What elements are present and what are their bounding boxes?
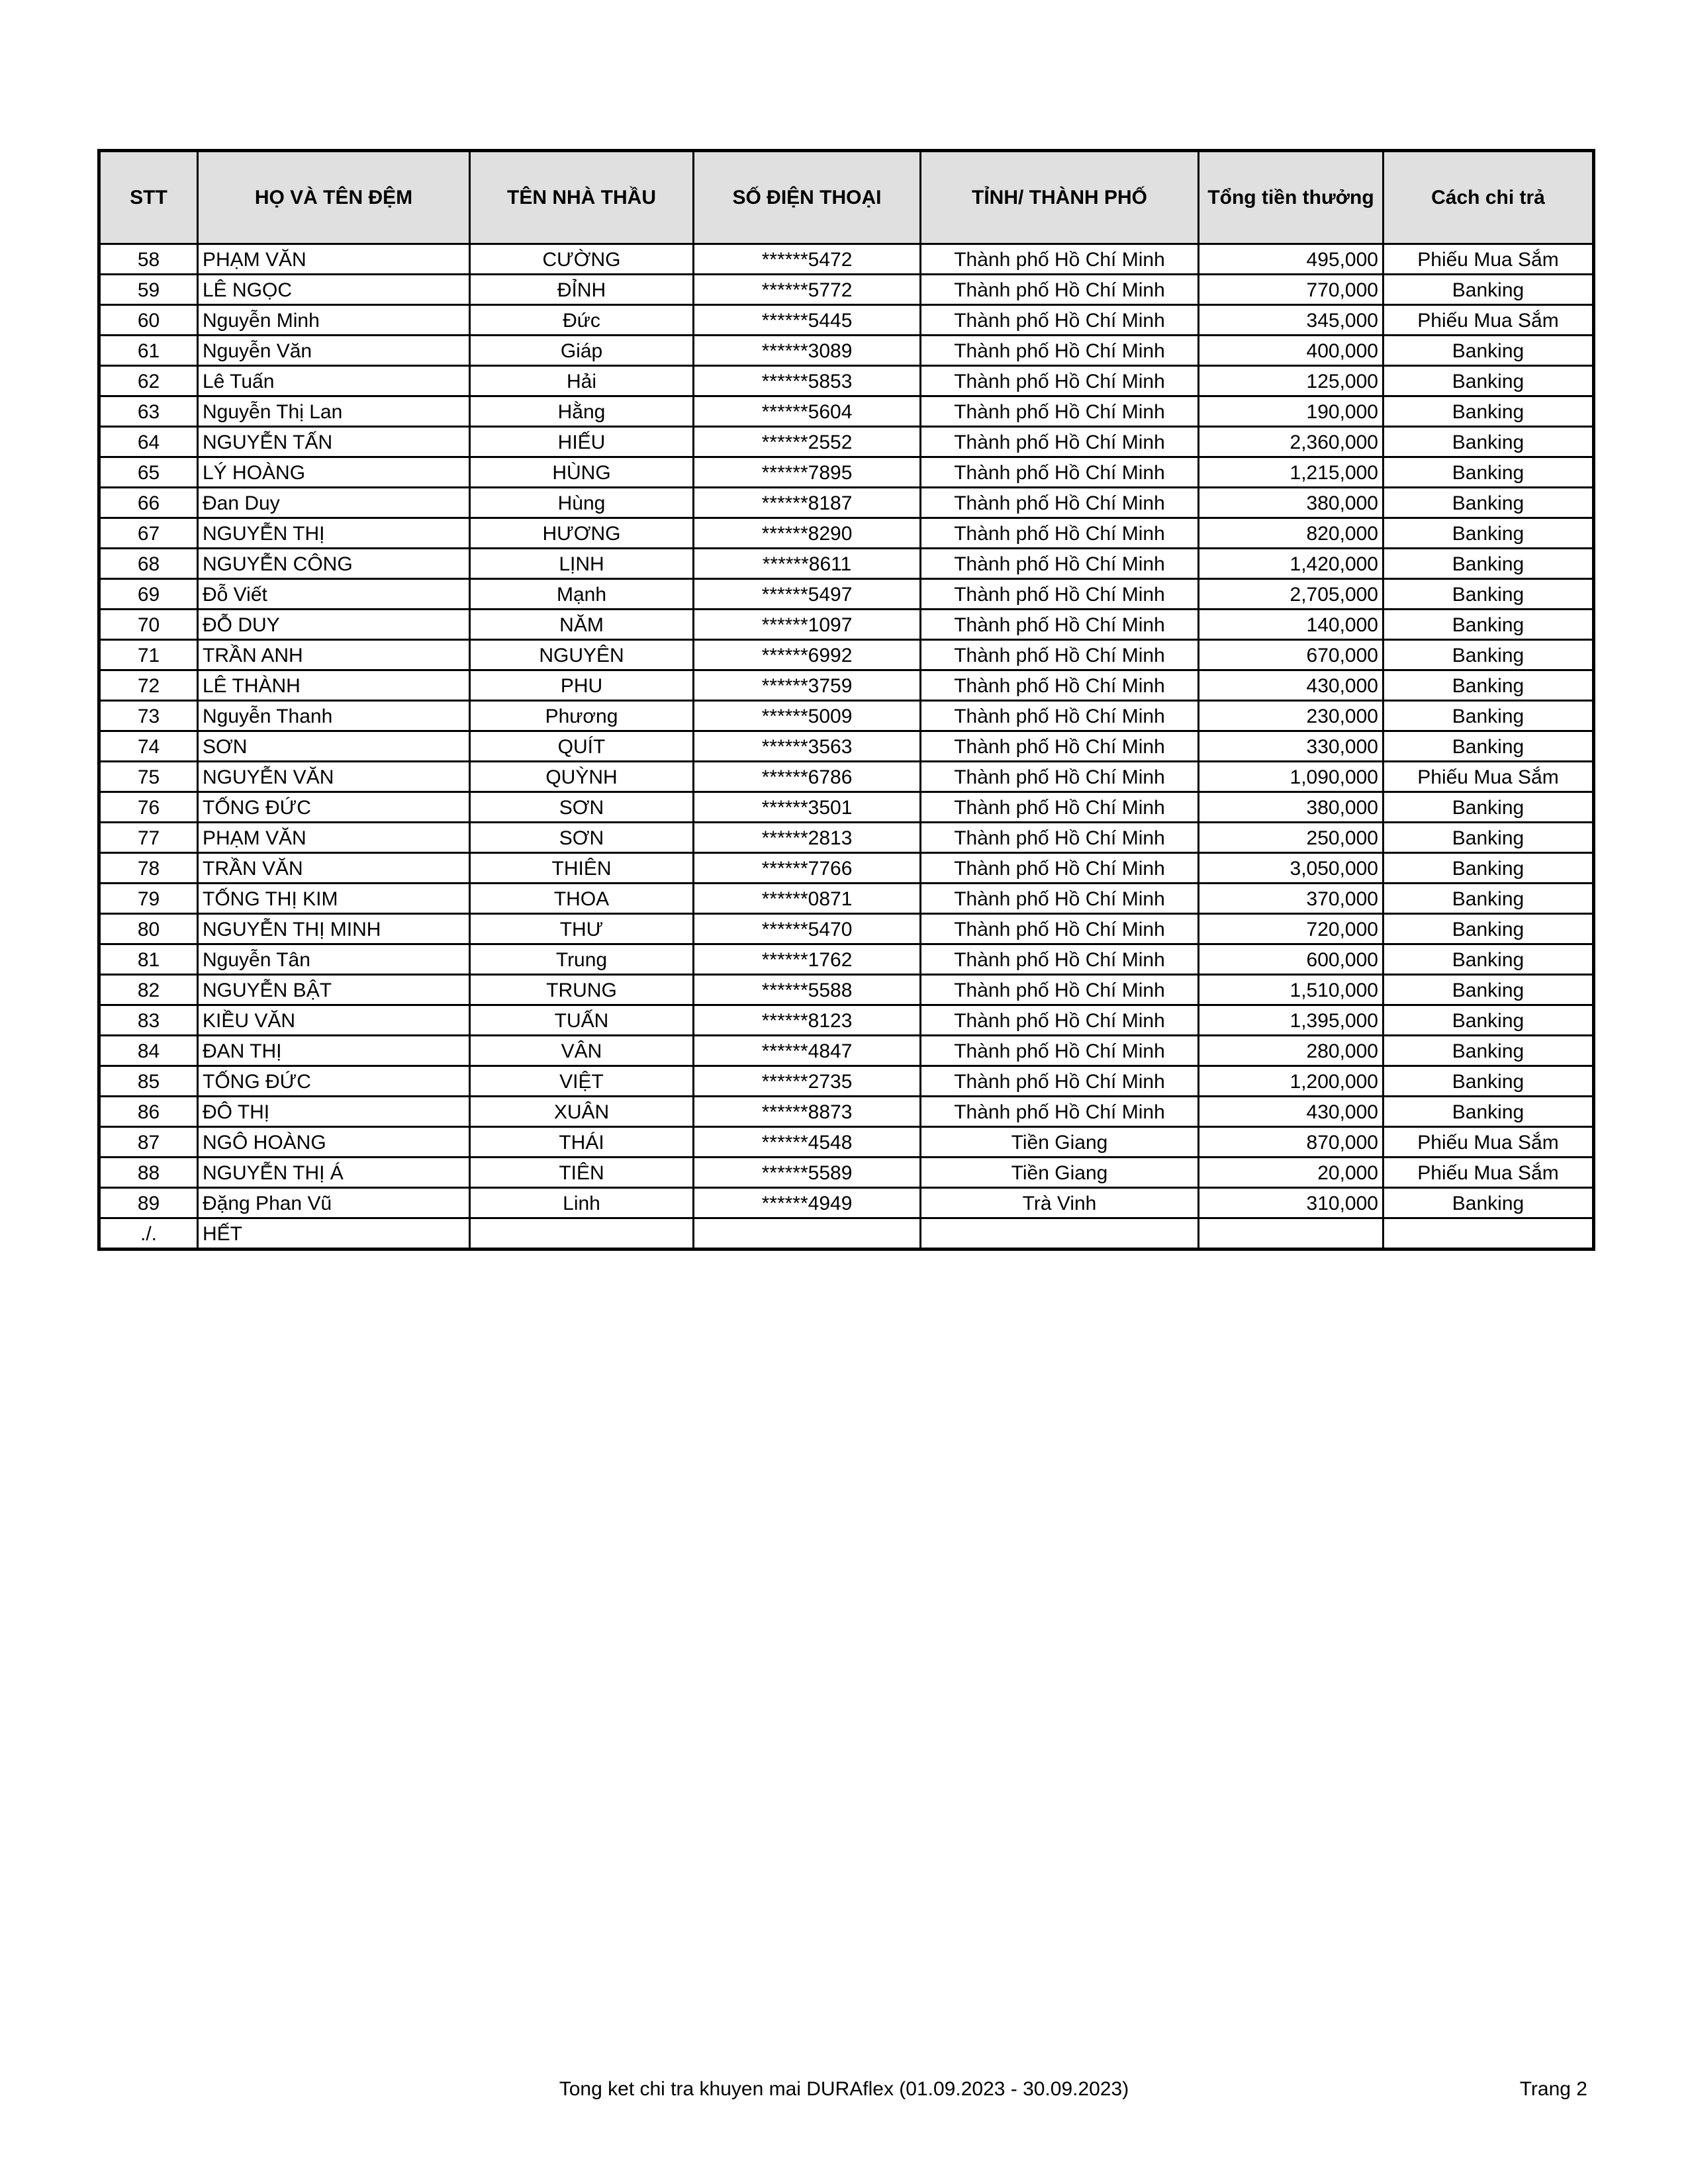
table-body [99,244,1594,1250]
table-row [99,853,1594,884]
table-cell: NGUYỄN CÔNG [198,549,470,579]
column-header: TỈNH/ THÀNH PHỐ [921,151,1199,244]
table-cell: ******5772 [694,275,921,305]
table-row [99,244,1594,275]
table-cell: Đan Duy [198,488,470,518]
table-cell: Thành phố Hồ Chí Minh [921,488,1199,518]
table-cell: NGUYỄN BẬT [198,975,470,1005]
table-cell: Thành phố Hồ Chí Minh [921,305,1199,336]
table-cell: Hải [470,366,694,396]
table-cell: Banking [1383,610,1594,640]
table-cell: 66 [99,488,198,518]
table-cell: 74 [99,731,198,762]
table-cell: NĂM [470,610,694,640]
table-cell: 63 [99,396,198,427]
table-row [99,457,1594,488]
table-cell: ĐAN THỊ [198,1036,470,1066]
table-cell: 720,000 [1199,914,1383,944]
table-row [99,701,1594,731]
table-cell: THƯ [470,914,694,944]
table-cell: 89 [99,1188,198,1218]
table-row [99,884,1594,914]
table-cell: 62 [99,366,198,396]
table-cell: 79 [99,884,198,914]
table-cell: THÁI [470,1127,694,1158]
table-row [99,1158,1594,1188]
table-cell: Linh [470,1188,694,1218]
table-cell: TỐNG ĐỨC [198,792,470,823]
table-cell: 330,000 [1199,731,1383,762]
table-cell: Giáp [470,336,694,366]
table-cell: Thành phố Hồ Chí Minh [921,610,1199,640]
table-cell: SƠN [470,792,694,823]
table-row [99,1036,1594,1066]
table-cell: VIỆT [470,1066,694,1097]
table-cell: ******3563 [694,731,921,762]
table-cell: HÙNG [470,457,694,488]
table-cell: ******6786 [694,762,921,792]
table-cell: Phiếu Mua Sắm [1383,762,1594,792]
table-cell: Banking [1383,336,1594,366]
table-cell: Lê Tuấn [198,366,470,396]
table-cell: ******3089 [694,336,921,366]
table-cell: 140,000 [1199,610,1383,640]
table-row [99,305,1594,336]
table-cell: KIỀU VĂN [198,1005,470,1036]
table-cell: 1,090,000 [1199,762,1383,792]
table-cell: 88 [99,1158,198,1188]
table-cell: Nguyễn Thanh [198,701,470,731]
table-row [99,396,1594,427]
table-row [99,488,1594,518]
table-cell: ******2735 [694,1066,921,1097]
table-row [99,823,1594,853]
table-cell: ******5589 [694,1158,921,1188]
table-cell: Banking [1383,975,1594,1005]
table-cell: 125,000 [1199,366,1383,396]
table-cell: 72 [99,670,198,701]
table-cell: 770,000 [1199,275,1383,305]
table-cell: ******8873 [694,1097,921,1127]
table-row [99,914,1594,944]
table-cell: Thành phố Hồ Chí Minh [921,244,1199,275]
table-cell: 495,000 [1199,244,1383,275]
page-footer [0,2078,1688,2111]
table-cell: LÊ NGỌC [198,275,470,305]
table-cell: NGUYỄN VĂN [198,762,470,792]
table-cell: ******7766 [694,853,921,884]
table-row [99,610,1594,640]
table-cell: 2,705,000 [1199,579,1383,610]
table-cell: Tiền Giang [921,1127,1199,1158]
table-cell: Thành phố Hồ Chí Minh [921,1005,1199,1036]
table-row [99,1066,1594,1097]
table-cell: TRẦN VĂN [198,853,470,884]
table-cell [1383,1218,1594,1250]
table-cell: HIẾU [470,427,694,457]
table-cell: 430,000 [1199,1097,1383,1127]
column-header: TÊN NHÀ THẦU [470,151,694,244]
table-cell: SƠN [470,823,694,853]
table-cell [470,1218,694,1250]
table-cell: ******5445 [694,305,921,336]
table-cell: 2,360,000 [1199,427,1383,457]
table-cell: ******4847 [694,1036,921,1066]
table-cell: Đỗ Viết [198,579,470,610]
table-cell: Thành phố Hồ Chí Minh [921,640,1199,670]
table-cell: Banking [1383,701,1594,731]
table-cell: VÂN [470,1036,694,1066]
table-cell: Banking [1383,488,1594,518]
table-cell: TỐNG THỊ KIM [198,884,470,914]
table-cell: Thành phố Hồ Chí Minh [921,336,1199,366]
table-cell: Banking [1383,944,1594,975]
table-cell: HẾT [198,1218,470,1250]
table-row [99,944,1594,975]
table-cell: Banking [1383,823,1594,853]
table-cell: Thành phố Hồ Chí Minh [921,914,1199,944]
table-cell: ******5009 [694,701,921,731]
table-cell: ĐÔ THỊ [198,1097,470,1127]
table-cell [921,1218,1199,1250]
table-cell: Banking [1383,275,1594,305]
table-cell: 370,000 [1199,884,1383,914]
table-cell: NGUYỄN THỊ Á [198,1158,470,1188]
table-row [99,366,1594,396]
table-cell: Banking [1383,1066,1594,1097]
table-cell: PHẠM VĂN [198,823,470,853]
table-cell: Thành phố Hồ Chí Minh [921,275,1199,305]
table-cell: 80 [99,914,198,944]
table-cell: QUỲNH [470,762,694,792]
table-cell: Thành phố Hồ Chí Minh [921,518,1199,549]
table-cell: 73 [99,701,198,731]
table-cell: Banking [1383,457,1594,488]
promo-payout-table [97,149,1595,1251]
table-cell: Thành phố Hồ Chí Minh [921,944,1199,975]
table-cell: TUẤN [470,1005,694,1036]
table-cell: Thành phố Hồ Chí Minh [921,579,1199,610]
table-cell: 670,000 [1199,640,1383,670]
table-cell: 380,000 [1199,488,1383,518]
table-cell: ******1762 [694,944,921,975]
table-cell: Thành phố Hồ Chí Minh [921,853,1199,884]
table-cell: Phiếu Mua Sắm [1383,1127,1594,1158]
footer-note: Tong ket chi tra khuyen mai DURAflex (01.09.2023 - 30.09.2023) [559,2078,1129,2100]
table-cell: Thành phố Hồ Chí Minh [921,884,1199,914]
table-cell: Thành phố Hồ Chí Minh [921,427,1199,457]
table-cell: Phương [470,701,694,731]
table-cell: Banking [1383,1005,1594,1036]
table-cell: 76 [99,792,198,823]
table-cell: Banking [1383,640,1594,670]
table-cell: Đức [470,305,694,336]
table-cell: TỐNG ĐỨC [198,1066,470,1097]
table-cell: 380,000 [1199,792,1383,823]
table-row [99,1188,1594,1218]
table-cell: ******4548 [694,1127,921,1158]
table-row [99,1097,1594,1127]
table-cell: 230,000 [1199,701,1383,731]
table-cell: Thành phố Hồ Chí Minh [921,549,1199,579]
table-cell: 820,000 [1199,518,1383,549]
table-cell: 77 [99,823,198,853]
table-cell: Tiền Giang [921,1158,1199,1188]
table-cell: 69 [99,579,198,610]
table-cell: ******2552 [694,427,921,457]
table-cell: 600,000 [1199,944,1383,975]
table-cell: ĐỖ DUY [198,610,470,640]
column-header: SỐ ĐIỆN THOẠI [694,151,921,244]
table-cell: TIÊN [470,1158,694,1188]
table-row [99,1005,1594,1036]
table-cell: Thành phố Hồ Chí Minh [921,1066,1199,1097]
table-cell: 86 [99,1097,198,1127]
table-cell: 1,200,000 [1199,1066,1383,1097]
table-cell: LỊNH [470,549,694,579]
table-cell: Nguyễn Tân [198,944,470,975]
table-cell: Banking [1383,1097,1594,1127]
table-cell: Đặng Phan Vũ [198,1188,470,1218]
table-row [99,336,1594,366]
table-cell: ******6992 [694,640,921,670]
table-cell: 85 [99,1066,198,1097]
table-row [99,792,1594,823]
table-cell: 64 [99,427,198,457]
table-cell: 1,420,000 [1199,549,1383,579]
table-cell: ******8187 [694,488,921,518]
table-row [99,1218,1594,1250]
table-cell: NGUYỄN TẤN [198,427,470,457]
table-cell: Banking [1383,549,1594,579]
table-cell: Banking [1383,853,1594,884]
table-cell: 81 [99,944,198,975]
table-cell: Banking [1383,366,1594,396]
table-row [99,275,1594,305]
table-cell: 61 [99,336,198,366]
table-cell: ******0871 [694,884,921,914]
table-cell: Thành phố Hồ Chí Minh [921,396,1199,427]
table-cell: QUÍT [470,731,694,762]
table-cell: 67 [99,518,198,549]
table-row [99,731,1594,762]
table-row [99,640,1594,670]
table-cell: ******8290 [694,518,921,549]
table-cell: ******5470 [694,914,921,944]
table-cell: ******7895 [694,457,921,488]
table-cell: Nguyễn Minh [198,305,470,336]
table-row [99,975,1594,1005]
table-row [99,579,1594,610]
table-cell: 71 [99,640,198,670]
table-cell [1199,1218,1383,1250]
table-cell: Banking [1383,731,1594,762]
table-cell: LÊ THÀNH [198,670,470,701]
table-cell: 190,000 [1199,396,1383,427]
table-cell: 58 [99,244,198,275]
table-cell: 430,000 [1199,670,1383,701]
table-cell: 87 [99,1127,198,1158]
table-cell: ******5497 [694,579,921,610]
table-cell: ./. [99,1218,198,1250]
table-cell: ĐỈNH [470,275,694,305]
table-cell: Thành phố Hồ Chí Minh [921,823,1199,853]
column-header: Tổng tiền thưởng [1199,151,1383,244]
table-cell: THOA [470,884,694,914]
table-row [99,670,1594,701]
table-cell: Banking [1383,884,1594,914]
table-cell: ******2813 [694,823,921,853]
table-cell: Thành phố Hồ Chí Minh [921,670,1199,701]
table-cell: Thành phố Hồ Chí Minh [921,701,1199,731]
table-cell: TRUNG [470,975,694,1005]
table-cell: Banking [1383,579,1594,610]
table-cell: 280,000 [1199,1036,1383,1066]
table-cell: ******3759 [694,670,921,701]
table-cell: HƯƠNG [470,518,694,549]
table-cell: 60 [99,305,198,336]
table-cell: Thành phố Hồ Chí Minh [921,366,1199,396]
table-row [99,518,1594,549]
table-cell: 1,510,000 [1199,975,1383,1005]
table-cell: Nguyễn Thị Lan [198,396,470,427]
table-cell: Thành phố Hồ Chí Minh [921,1097,1199,1127]
table-cell: 70 [99,610,198,640]
table-cell: NGUYÊN [470,640,694,670]
table-cell: Thành phố Hồ Chí Minh [921,792,1199,823]
table-cell: ******5853 [694,366,921,396]
table-cell: ******5588 [694,975,921,1005]
table-cell: Hằng [470,396,694,427]
table-cell: Banking [1383,792,1594,823]
table-cell: Hùng [470,488,694,518]
table-cell: Mạnh [470,579,694,610]
table-cell: ******8123 [694,1005,921,1036]
table-cell: Thành phố Hồ Chí Minh [921,457,1199,488]
table-cell: 400,000 [1199,336,1383,366]
table-cell: PHU [470,670,694,701]
table-cell: 310,000 [1199,1188,1383,1218]
table-cell: Phiếu Mua Sắm [1383,1158,1594,1188]
table-cell: Thành phố Hồ Chí Minh [921,731,1199,762]
table-cell: 84 [99,1036,198,1066]
table-cell: Trung [470,944,694,975]
table-header-row [99,151,1594,244]
table-cell: Trà Vinh [921,1188,1199,1218]
table-cell [694,1218,921,1250]
table-cell: TRẦN ANH [198,640,470,670]
table-cell: ******8611 [694,549,921,579]
table-cell: 1,395,000 [1199,1005,1383,1036]
table-cell: 1,215,000 [1199,457,1383,488]
table-cell: 870,000 [1199,1127,1383,1158]
table-cell: 20,000 [1199,1158,1383,1188]
table-cell: Phiếu Mua Sắm [1383,305,1594,336]
table-cell: Banking [1383,1188,1594,1218]
table-row [99,1127,1594,1158]
table-cell: 65 [99,457,198,488]
table-cell: NGUYỄN THỊ [198,518,470,549]
table-cell: Thành phố Hồ Chí Minh [921,1036,1199,1066]
column-header: HỌ VÀ TÊN ĐỆM [198,151,470,244]
table-cell: 82 [99,975,198,1005]
table-cell: ******4949 [694,1188,921,1218]
table-cell: SƠN [198,731,470,762]
table-cell: ******5604 [694,396,921,427]
table-cell: CƯỜNG [470,244,694,275]
table-cell: ******1097 [694,610,921,640]
table-row [99,427,1594,457]
table-cell: THIÊN [470,853,694,884]
table-cell: Thành phố Hồ Chí Minh [921,975,1199,1005]
table-cell: Banking [1383,914,1594,944]
table-cell: XUÂN [470,1097,694,1127]
table-cell: Banking [1383,518,1594,549]
table-cell: PHẠM VĂN [198,244,470,275]
table-cell: 75 [99,762,198,792]
table-cell: 78 [99,853,198,884]
table-cell: Thành phố Hồ Chí Minh [921,762,1199,792]
table-cell: Banking [1383,670,1594,701]
table-cell: 59 [99,275,198,305]
table-cell: 3,050,000 [1199,853,1383,884]
table-cell: Banking [1383,1036,1594,1066]
page-number: Trang 2 [1519,2078,1587,2100]
table-cell: NGÔ HOÀNG [198,1127,470,1158]
table-row [99,762,1594,792]
table-cell: Banking [1383,427,1594,457]
table-cell: 345,000 [1199,305,1383,336]
table-cell: 83 [99,1005,198,1036]
column-header: STT [99,151,198,244]
table-cell: ******5472 [694,244,921,275]
table-cell: Banking [1383,396,1594,427]
table-row [99,549,1594,579]
table-cell: NGUYỄN THỊ MINH [198,914,470,944]
table-cell: ******3501 [694,792,921,823]
column-header: Cách chi trả [1383,151,1594,244]
table-cell: Nguyễn Văn [198,336,470,366]
table-cell: LÝ HOÀNG [198,457,470,488]
table-cell: Phiếu Mua Sắm [1383,244,1594,275]
table-cell: 250,000 [1199,823,1383,853]
table-cell: 68 [99,549,198,579]
